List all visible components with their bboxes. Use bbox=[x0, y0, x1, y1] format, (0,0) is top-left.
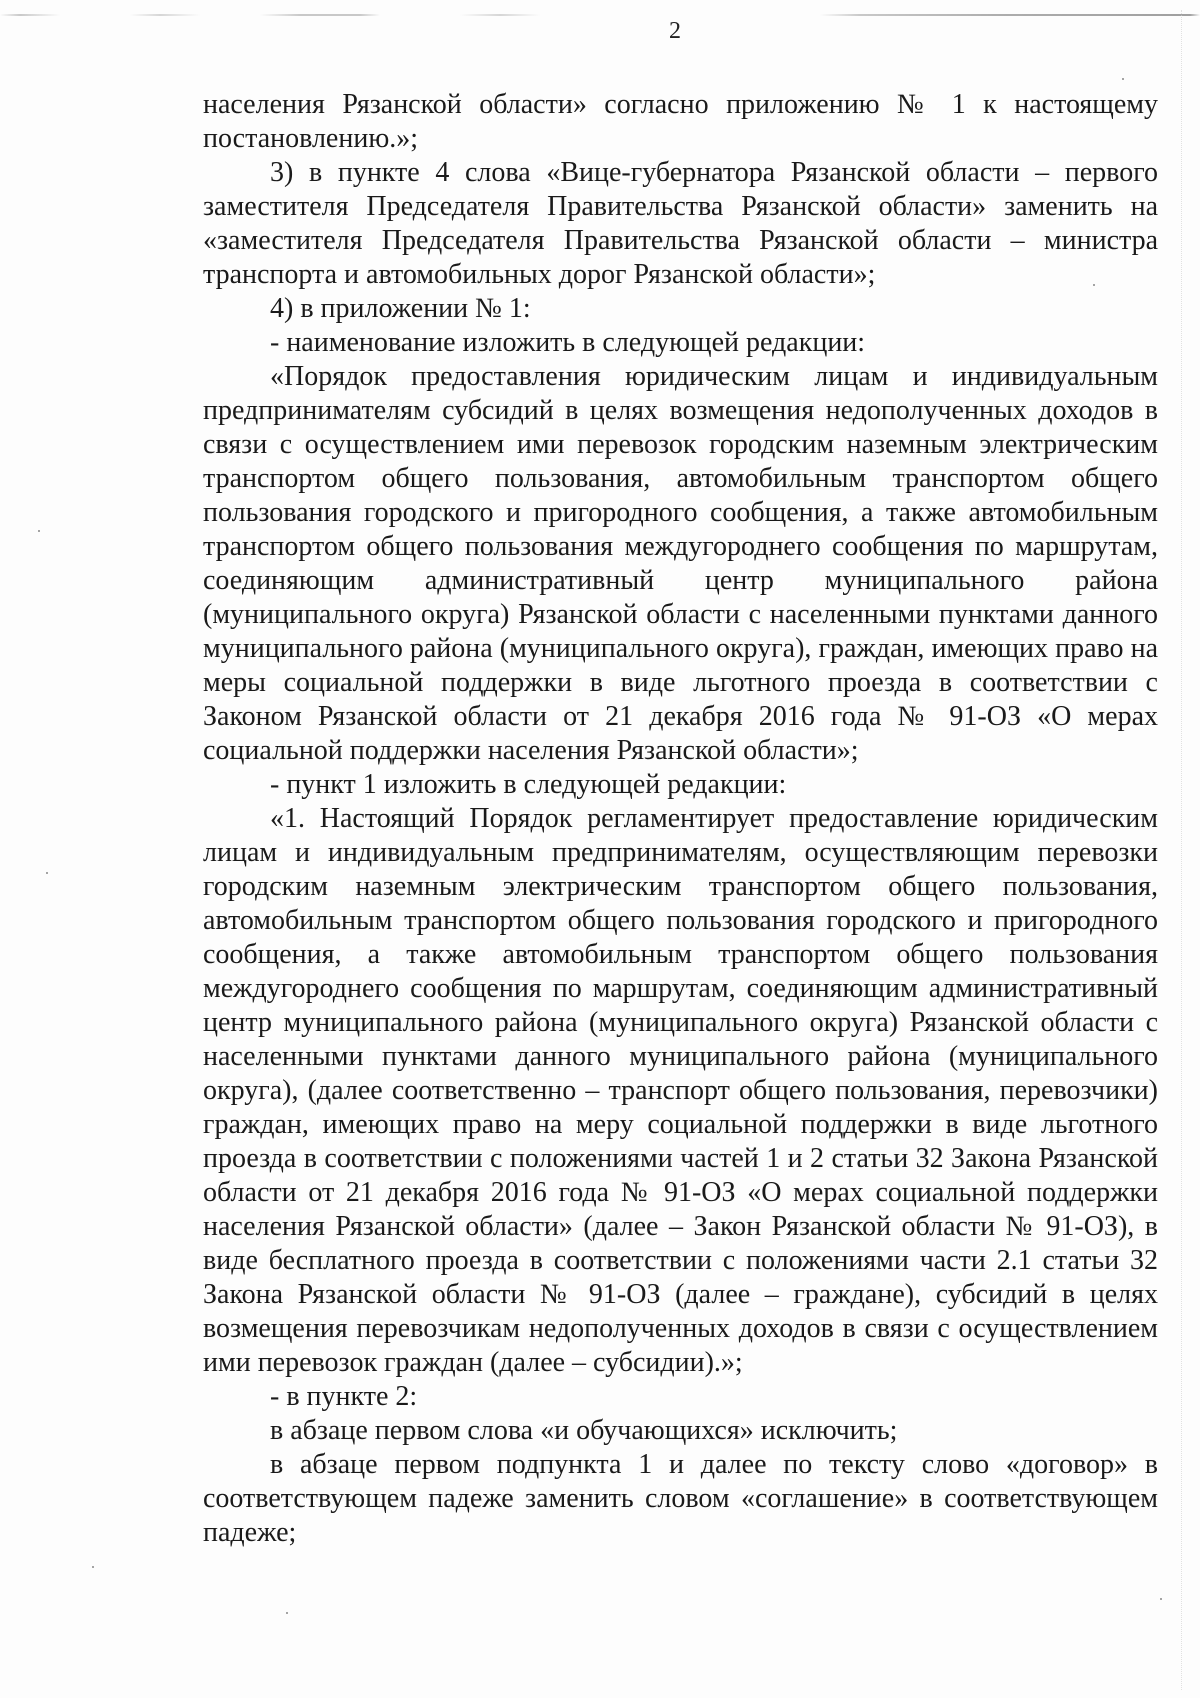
paragraph: - пункт 1 изложить в следующей редакции: bbox=[270, 769, 787, 800]
scan-speck bbox=[1160, 1598, 1162, 1600]
paragraph: в абзаце первом слова «и обучающихся» исключить; bbox=[270, 1415, 898, 1446]
paragraph: населения Рязанской области» согласно приложению № 1 к настоящему постановлению.»; bbox=[203, 89, 1158, 154]
scan-edge-top bbox=[0, 14, 1200, 16]
paragraph: - в пункте 2: bbox=[270, 1381, 418, 1412]
paragraph: «1. Настоящий Порядок регламентирует предоставление юридическим лицам и индивидуальным предпринимателям, осуществляющим перевозки городским наземным электрическим транспортом общего пользования, автомобильным транспортом общего пользования городского и пригородного сообщения, а также автомобильным транспортом общего пользования междугороднего сообщения по маршрутам, соединяющим административный центр муниципального района (муниципального округа) Рязанской области с населенными пунктами данного муниципального района (муниципального округа), (далее соответственно – транспорт общего пользования, перевозчики) граждан, имеющих право на меру социальной поддержки в виде льготного проезда в соответствии с положениями частей 1 и 2 статьи 32 Закона Рязанской области от 21 декабря 2016 года № 91-ОЗ «О мерах социальной поддержки населения Рязанской области» (далее – Закон Рязанской области № 91-ОЗ), в виде бесплатного проезда в соответствии с положениями части 2.1 статьи 32 Закона Рязанской области № 91-ОЗ (далее – граждане), субсидий в целях возмещения перевозчикам недополученных доходов в связи с осуществлением ими перевозок граждан (далее – субсидии).»; bbox=[203, 803, 1158, 1378]
scan-speck bbox=[38, 530, 40, 532]
scan-edge-right bbox=[1181, 10, 1200, 1690]
scan-speck bbox=[286, 1612, 288, 1614]
scan-speck bbox=[46, 872, 48, 874]
page-number: 2 bbox=[669, 18, 681, 44]
scan-speck bbox=[1093, 284, 1095, 286]
scan-speck bbox=[1122, 78, 1124, 80]
paragraph: в абзаце первом подпункта 1 и далее по тексту слово «договор» в соответствующем падеже заменить словом «соглашение» в соответствующем падеже; bbox=[203, 1449, 1158, 1548]
paragraph: - наименование изложить в следующей редакции: bbox=[270, 327, 866, 358]
paragraph: 3) в пункте 4 слова «Вице-губернатора Рязанской области – первого заместителя Председателя Правительства Рязанской области» заменить на «заместителя Председателя Правительства Рязанской области – министра транспорта и автомобильных дорог Рязанской области»; bbox=[203, 157, 1158, 290]
scan-speck bbox=[92, 1566, 94, 1568]
paragraph: 4) в приложении № 1: bbox=[270, 293, 531, 324]
paragraph: «Порядок предоставления юридическим лицам и индивидуальным предпринимателям субсидий в целях возмещения недополученных доходов в связи с осуществлением ими перевозок городским наземным электрическим транспортом общего пользования, автомобильным транспортом общего пользования городского и пригородного сообщения, а также автомобильным транспортом общего пользования междугороднего сообщения по маршрутам, соединяющим административный центр муниципального района (муниципального округа) Рязанской области с населенными пунктами данного муниципального района (муниципального округа), граждан, имеющих право на меры социальной поддержки в виде льготного проезда в соответствии с Законом Рязанской области от 21 декабря 2016 года № 91-ОЗ «О мерах социальной поддержки населения Рязанской области»; bbox=[203, 361, 1158, 766]
document-body bbox=[203, 88, 1158, 1550]
